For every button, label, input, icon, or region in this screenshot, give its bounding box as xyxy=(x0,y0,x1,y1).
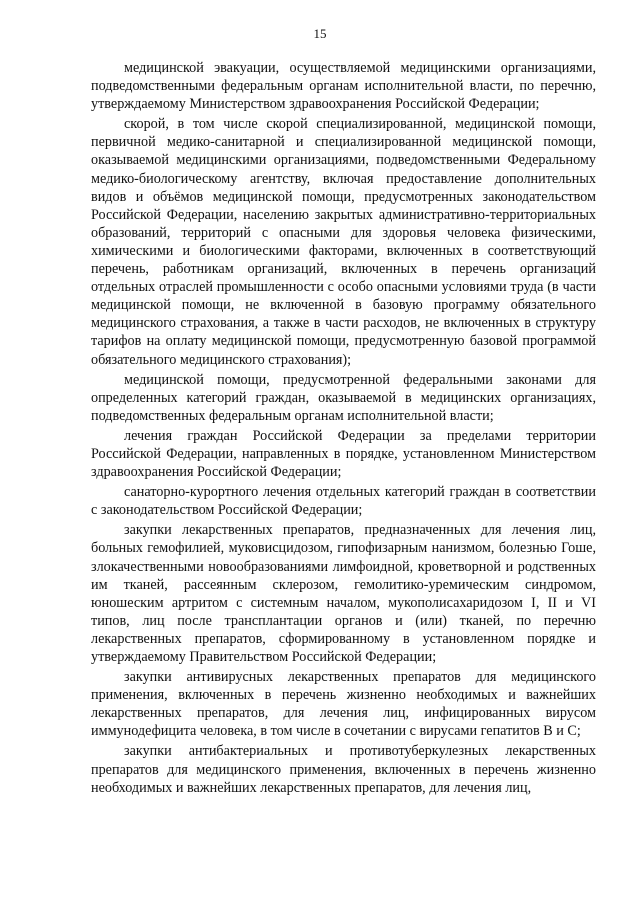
paragraph-treatment-abroad: лечения граждан Российской Федерации за пределами территории Российской Федерации, направленных в порядке, установленном Министерством здравоохранения Российской Федерации; xyxy=(91,427,596,481)
page-number: 15 xyxy=(313,26,327,41)
paragraph-federal-law-care: медицинской помощи, предусмотренной федеральными законами для определенных категорий граждан, оказываемой в медицинских организациях, подведомственных федеральным органам исполнительной власти; xyxy=(91,371,596,424)
paragraph-antiviral-drug-procurement: закупки антивирусных лекарственных препаратов для медицинского применения, включенных в перечень жизненно необходимых и важнейших лекарственных препаратов, для лечения лиц, инфицированных вирусом иммунодефицита человека, в том числе в сочетании с вирусами гепатитов B и C; xyxy=(91,669,596,740)
paragraph-emergency-care-fmba: скорой, в том числе скорой специализированной, медицинской помощи, первичной медико-санитарной и специализированной медицинской помощи, оказываемой медицинскими организациями, подведомственными Федеральному медико-биологическому агентству, включая предоставление дополнительных видов и объёмов медицинской помощи, предусмотренных законодательством Российской Федерации, населению закрытых административно-территориальных образований, территорий с опасными для здоровья человека физическими, химическими и биологическими факторами, включенных в соответствующий перечень, работникам организаций, включенных в перечень организаций отдельных отраслей промышленности с особо опасными условиями труда (в части медицинской помощи, не включенной в базовую программу обязательного медицинского страхования, а также в части расходов, не включенных в структуру тарифов на оплату медицинской помощи, предусмотренную базовой программой обязательного медицинского страхования); xyxy=(91,116,596,368)
paragraph-drug-procurement-rare-diseases: закупки лекарственных препаратов, предназначенных для лечения лиц, больных гемофилией, муковисцидозом, гипофизарным нанизмом, болезнью Гоше, злокачественными новообразованиями лимфоидной, кроветворной и родственных им тканей, рассеянным склерозом, гемолитико-уремическим синдромом, юношеским артритом с системным началом, мукополисахаридозом I, II и VI типов, лиц после трансплантации органов и (или) тканей, по перечню лекарственных препаратов, сформированному в установленном порядке и утверждаемому Правительством Российской Федерации; xyxy=(91,522,596,665)
paragraph-sanatorium-treatment: санаторно-курортного лечения отдельных категорий граждан в соответствии с законодательством Российской Федерации; xyxy=(91,484,596,519)
paragraph-antibacterial-drug-procurement: закупки антибактериальных и противотуберкулезных лекарственных препаратов для медицинского применения, включенных в перечень жизненно необходимых и важнейших лекарственных препаратов, для лечения лиц, xyxy=(91,743,596,796)
document-body xyxy=(91,59,596,799)
paragraph-medical-evacuation: медицинской эвакуации, осуществляемой медицинскими организациями, подведомственными федеральным органам исполнительной власти, по перечню, утверждаемому Министерством здравоохранения Российской Федерации; xyxy=(91,60,596,113)
